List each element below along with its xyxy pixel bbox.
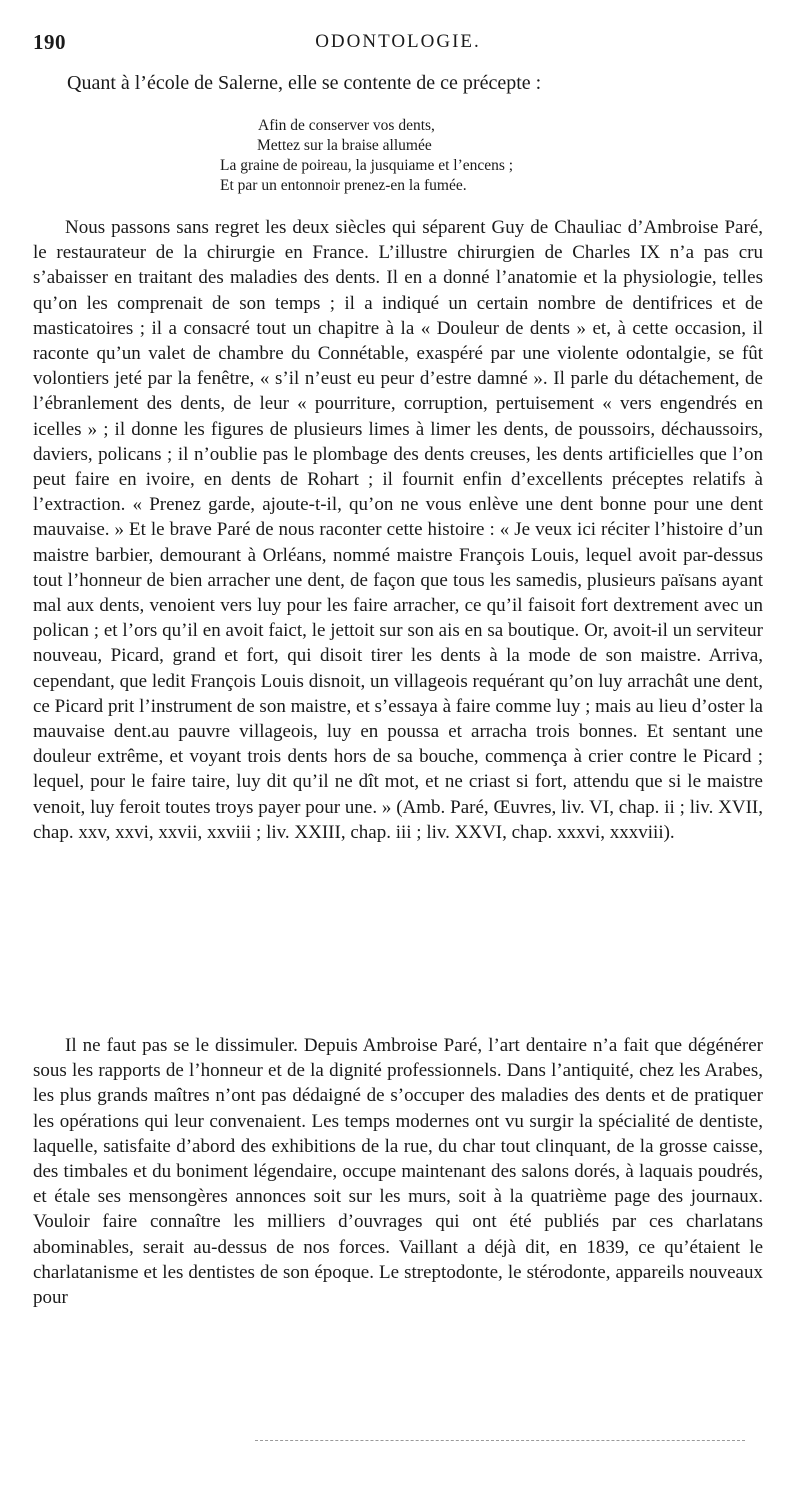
intro-sentence: Quant à l’école de Salerne, elle se contente de ce précepte :: [67, 72, 542, 94]
verse-line: Mettez sur la braise allumée: [257, 137, 432, 154]
page-header: [33, 30, 763, 60]
paragraph-dental-art-decline: Il ne faut pas se le dissimuler. Depuis Ambroise Paré, l’art dentaire n’a fait que dégénérer sous les rapports de l’honneur et de la dignité professionnels. Dans l’antiquité, chez les Arabes, les plus grands maîtres n’ont pas dédaigné de s’occuper des maladies des dents et de pratiquer les opérations qui leur convenaient. Les temps modernes ont vu surgir la spécialité de dentiste, laquelle, satisfaite d’abord des exhibitions de la rue, du char tout clinquant, de la grosse caisse, des timbales et du boniment légendaire, occupe maintenant des salons dorés, à laquais poudrés, et étale ses mensongères annonces soit sur les murs, soit à la quatrième page des journaux. Vouloir faire connaître les milliers d’ouvrages qui ont été publiés par ces charlatans abominables, serait au-dessus de nos forces. Vaillant a déjà dit, en 1839, ce qu’étaient le charlatanisme et les dentistes de son époque. Le streptodonte, le stérodonte, appareils nouveaux pour: [33, 1035, 763, 1309]
verse-line: Afin de conserver vos dents,: [258, 117, 435, 134]
footer-rule: [255, 1440, 745, 1441]
verse-line: La graine de poireau, la jusquiame et l’encens ;: [220, 157, 514, 174]
verse-line: Et par un entonnoir prenez-en la fumée.: [220, 177, 467, 194]
verse-block: [200, 116, 640, 196]
running-title: ODONTOLOGIE.: [315, 31, 481, 52]
paragraph-ambroise-pare: Nous passons sans regret les deux siècles qui séparent Guy de Chauliac d’Ambroise Paré, le restaurateur de la chirurgie en France. L’illustre chirurgien de Charles IX n’a pas cru s’abaisser en traitant des maladies des dents. Il en a donné l’anatomie et la physiologie, telles qu’on les comprenait de son temps ; il a indiqué un certain nombre de dentifrices et de masticatoires ; il a consacré tout un chapitre à la « Douleur de dents » et, à cette occasion, il raconte qu’un valet de chambre du Connétable, exaspéré par une violente odontalgie, se fût volontiers jeté par la fenêtre, « s’il n’eust eu peur d’estre damné ». Il parle du détachement, de l’ébranlement des dents, de leur « pourriture, corruption, pertuisement « vers engendrés en icelles » ; il donne les figures de plusieurs limes à limer les dents, de poussoirs, déchaussoirs, daviers, policans ; il n’oublie pas le plombage des dents creuses, les dents artificielles que l’on peut faire en ivoire, en dents de Rohart ; il fournit enfin d’excellents préceptes relatifs à l’extraction. « Prenez garde, ajoute-t-il, qu’on ne vous enlève une dent bonne pour une dent mauvaise. » Et le brave Paré de nous raconter cette histoire : « Je veux ici réciter l’histoire d’un maistre barbier, demourant à Orléans, nommé maistre François Louis, lequel avoit par-dessus tout l’honneur de bien arracher une dent, de façon que tous les samedis, plusieurs païsans ayant mal aux dents, venoient vers luy pour les faire arracher, ce qu’il faisoit fort dextrement avec un polican ; et l’ors qu’il en avoit faict, le jettoit sur son ais en sa boutique. Or, avoit-il un serviteur nouveau, Picard, grand et fort, qui disoit tirer les dents à la mode de son maistre. Arriva, cependant, que ledit François Louis disnoit, un villageois requérant qu’on luy arrachât une dent, ce Picard prit l’instrument de son maistre, et s’essaya à faire comme luy ; mais au lieu d’oster la mauvaise dent.au pauvre villageois, luy en poussa et arracha trois bonnes. Et sentant une douleur extrême, et voyant trois dents hors de sa bouche, commença à crier contre le Picard ; lequel, pour le faire taire, luy dit qu’il ne dît mot, et ne criast si fort, attendu que si le maistre venoit, luy feroit toutes troys payer pour une. » (Amb. Paré, Œuvres, liv. VI, chap. ii ; liv. XVII, chap. xxv, xxvi, xxvii, xxviii ; liv. XXIII, chap. iii ; liv. XXVI, chap. xxxvi, xxxviii).: [33, 217, 763, 843]
page-number: 190: [33, 30, 66, 54]
